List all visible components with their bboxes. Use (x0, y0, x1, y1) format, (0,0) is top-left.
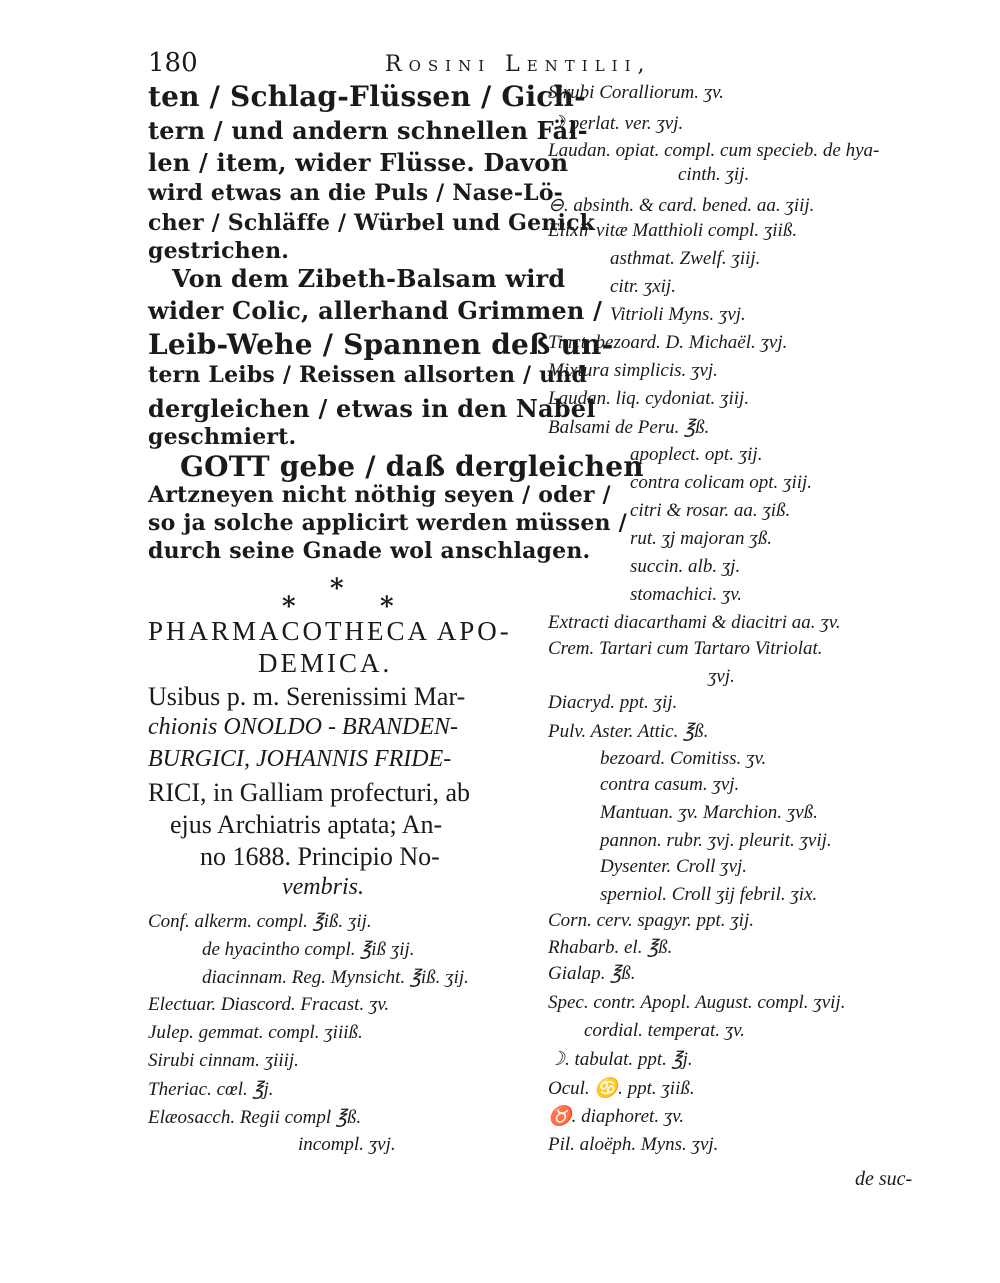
recipe-line: ʒvj. (708, 666, 735, 687)
german-line: so ja solche applicirt werden müssen / (148, 510, 627, 536)
star-ornament: * (282, 592, 296, 622)
recipe-line: pannon. rubr. ʒvj. pleurit. ʒvij. (600, 830, 832, 851)
recipe-line: Laudan. opiat. compl. cum specieb. de hya- (548, 140, 880, 161)
german-line: Leib-Wehe / Spannen deß un- (148, 328, 614, 361)
recipe-line: Pulv. Aster. Attic. ℥ß. (548, 721, 709, 742)
german-line: durch seine Gnade wol anschlagen. (148, 538, 591, 564)
recipe-line: Tinct. bezoard. D. Michaël. ʒvj. (548, 332, 788, 353)
recipe-line: bezoard. Comitiss. ʒv. (600, 748, 767, 769)
recipe-line: citr. ʒxij. (610, 276, 676, 297)
recipe-line: Sirubi Coralliorum. ʒv. (548, 82, 724, 103)
german-line: tern Leibs / Reissen allsorten / und (148, 362, 588, 388)
page-number: 180 (148, 48, 198, 78)
recipe-line: Dysenter. Croll ʒvj. (600, 856, 748, 877)
recipe-line: Elæosacch. Regii compl ℥ß. (148, 1107, 362, 1128)
section-title: DEMICA. (258, 648, 393, 678)
dedication-line: BURGICI, JOHANNIS FRIDE- (148, 746, 452, 772)
recipe-line: contra colicam opt. ʒiij. (630, 472, 813, 493)
recipe-line: asthmat. Zwelf. ʒiij. (610, 248, 761, 269)
dedication-line: Usibus p. m. Serenissimi Mar- (148, 682, 466, 711)
recipe-line: Crem. Tartari cum Tartaro Vitriolat. (548, 638, 823, 659)
dedication-line: vembris. (282, 874, 364, 900)
recipe-line: cinth. ʒij. (678, 164, 750, 185)
german-line: dergleichen / etwas in den Nabel (148, 394, 596, 423)
recipe-line: Mixtura simplicis. ʒvj. (548, 360, 718, 381)
recipe-line: de hyacintho compl. ℥iß ʒij. (202, 939, 415, 960)
german-line: Von dem Zibeth-Balsam wird (172, 264, 566, 293)
star-ornament: * (380, 592, 394, 622)
german-line: wider Colic, allerhand Grimmen / (148, 296, 603, 325)
recipe-line: incompl. ʒvj. (298, 1134, 396, 1155)
recipe-line: Gialap. ℥ß. (548, 963, 636, 984)
recipe-line: diacinnam. Reg. Mynsicht. ℥iß. ʒij. (202, 967, 469, 988)
recipe-line: citri & rosar. aa. ʒiß. (630, 500, 791, 521)
recipe-line: Ocul. ♋. ppt. ʒiiß. (548, 1078, 695, 1099)
recipe-line: Diacryd. ppt. ʒij. (548, 692, 678, 713)
recipe-line: Theriac. cœl. ℥j. (148, 1079, 274, 1100)
recipe-line: Elixir vitæ Matthioli compl. ʒiiß. (548, 220, 798, 241)
dedication-line: chionis ONOLDO - BRANDEN- (148, 714, 458, 740)
german-line: tern / und andern schnellen Fäl- (148, 116, 588, 145)
dedication-line: ejus Archiatris aptata; An- (170, 810, 443, 839)
recipe-line: Extracti diacarthami & diacitri aa. ʒv. (548, 612, 841, 633)
recipe-line: Electuar. Diascord. Fracast. ʒv. (148, 994, 390, 1015)
recipe-line: rut. ʒj majoran ʒß. (630, 528, 772, 549)
german-line: wird etwas an die Puls / Nase-Lö- (148, 180, 564, 206)
recipe-line: Pil. aloëph. Myns. ʒvj. (548, 1134, 719, 1155)
german-line: gestrichen. (148, 238, 290, 264)
recipe-line: apoplect. opt. ʒij. (630, 444, 763, 465)
recipe-line: Spec. contr. Apopl. August. compl. ʒvij. (548, 992, 846, 1013)
recipe-line: ⊖. absinth. & card. bened. aa. ʒiij. (548, 195, 815, 216)
german-line: GOTT gebe / daß dergleichen (180, 450, 644, 483)
running-head: Rosini Lentilii, (385, 52, 652, 77)
section-title: PHARMACOTHECA APO- (148, 616, 512, 646)
german-line: Artzneyen nicht nöthig seyen / oder / (148, 482, 611, 508)
recipe-line: Sirubi cinnam. ʒiiij. (148, 1050, 299, 1071)
recipe-line: Vitrioli Myns. ʒvj. (610, 304, 746, 325)
catchword: de suc- (855, 1168, 913, 1190)
recipe-line: stomachici. ʒv. (630, 584, 743, 605)
recipe-line: Julep. gemmat. compl. ʒiiiß. (148, 1022, 363, 1043)
recipe-line: succin. alb. ʒj. (630, 556, 741, 577)
german-line: cher / Schläffe / Würbel und Genick (148, 210, 596, 236)
recipe-line: ☽. tabulat. ppt. ℥j. (548, 1049, 693, 1070)
recipe-line: Laudan. liq. cydoniat. ʒiij. (548, 388, 750, 409)
german-line: ten / Schlag-Flüssen / Gich- (148, 80, 586, 113)
recipe-line: Mantuan. ʒv. Marchion. ʒvß. (600, 802, 818, 823)
recipe-line: cordial. temperat. ʒv. (584, 1020, 745, 1041)
german-line: len / item, wider Flüsse. Davon (148, 148, 569, 177)
recipe-line: ♉. diaphoret. ʒv. (548, 1106, 685, 1127)
dedication-line: RICI, in Galliam profecturi, ab (148, 778, 471, 807)
recipe-line: Corn. cerv. spagyr. ppt. ʒij. (548, 910, 754, 931)
recipe-line: Rhabarb. el. ℥ß. (548, 937, 673, 958)
star-ornament: * (330, 574, 344, 604)
recipe-line: contra casum. ʒvj. (600, 774, 740, 795)
recipe-line: Balsami de Peru. ℥ß. (548, 417, 710, 438)
recipe-line: sperniol. Croll ʒij febril. ʒix. (600, 884, 818, 905)
german-line: geschmiert. (148, 424, 297, 450)
dedication-line: no 1688. Principio No- (200, 842, 440, 871)
recipe-line: Conf. alkerm. compl. ℥iß. ʒij. (148, 911, 372, 932)
recipe-line: ☽ perlat. ver. ʒvj. (548, 113, 684, 134)
